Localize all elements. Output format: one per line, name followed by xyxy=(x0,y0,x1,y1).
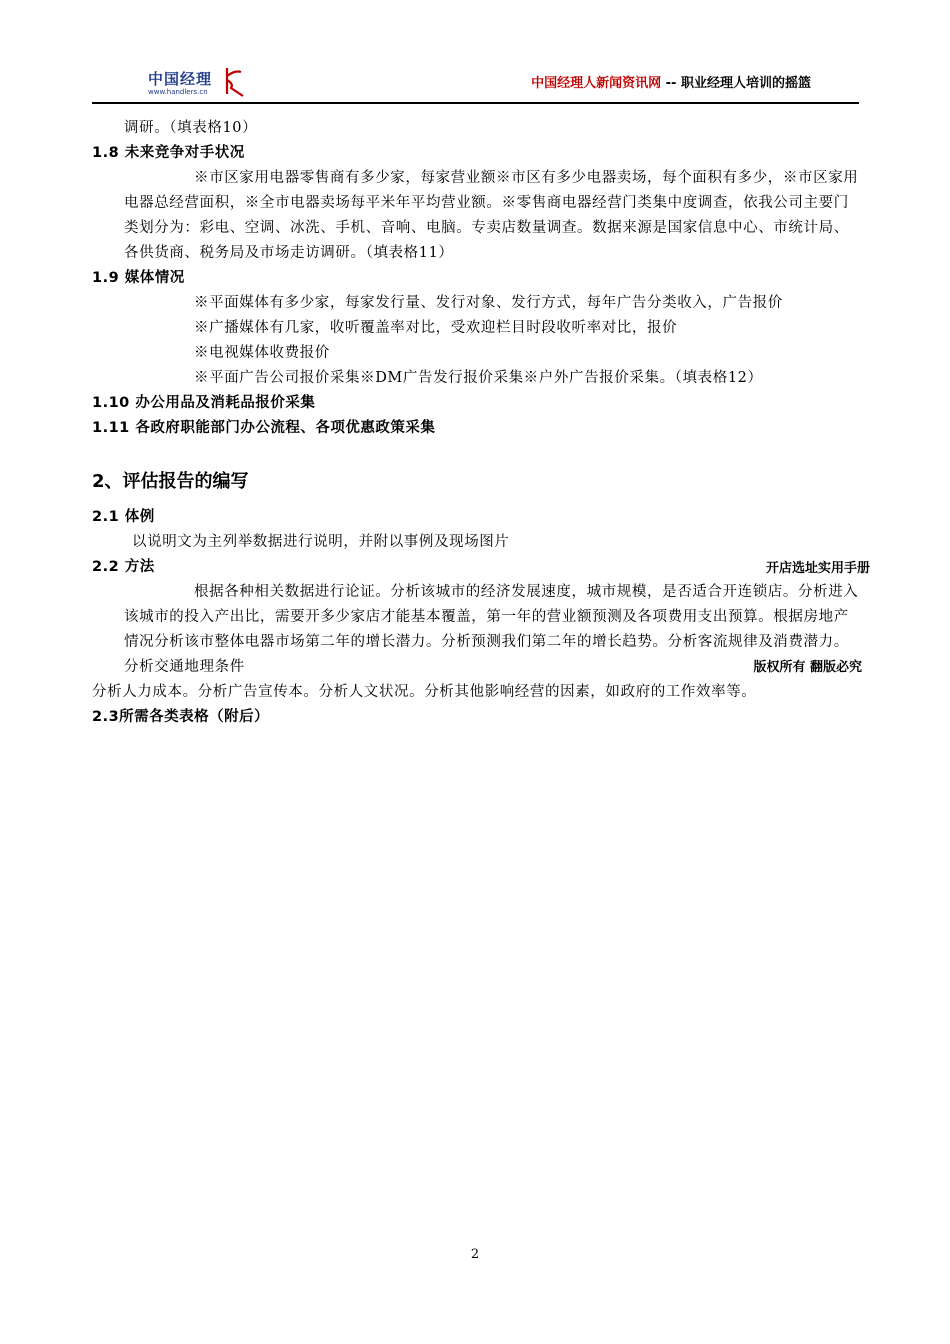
section-heading-2-2: 2.2 方法 xyxy=(92,559,155,575)
section-heading-1-9: 1.9 媒体情况 xyxy=(92,270,185,286)
paragraph: ※市区家用电器零售商有多少家，每家营业额※市区有多少电器卖场，每个面积有多少，※市区家用电器总经营面积，※全市电器卖场每平米年平均营业额。※零售商电器经营门类集中度调查，依我公司主要门类划分为：彩电、空调、冰洗、手机、音响、电脑。专卖店数量调查。数据来源是国家信息中心、市统计局、各供货商、税务局及市场走访调研。（填表格11） xyxy=(124,170,859,261)
paragraph: 调研。（填表格10） xyxy=(124,120,258,136)
section-heading-1-11: 1.11 各政府职能部门办公流程、各项优惠政策采集 xyxy=(92,420,436,436)
logo xyxy=(148,66,248,100)
side-note-copyright: 版权所有 翻版必究 xyxy=(753,660,862,675)
paragraph: 以说明文为主列举数据进行说明，并附以事例及现场图片 xyxy=(132,534,510,550)
paragraph: ※电视媒体收费报价 xyxy=(194,345,330,361)
paragraph: ※平面广告公司报价采集※DM广告发行报价采集※户外广告报价采集。（填表格12） xyxy=(194,370,763,386)
chapter-heading-2: 2、评估报告的编写 xyxy=(92,471,249,492)
section-heading-2-3: 2.3所需各类表格（附后） xyxy=(92,709,270,725)
title-separator: -- xyxy=(661,76,681,91)
site-title xyxy=(531,72,811,91)
section-heading-1-8: 1.8 未来竞争对手状况 xyxy=(92,145,245,161)
side-note-manual: 开店选址实用手册 xyxy=(765,561,870,576)
page-number: 2 xyxy=(470,1247,480,1262)
paragraph: 分析人力成本。分析广告宣传本。分析人文状况。分析其他影响经营的因素，如政府的工作效率等。 xyxy=(92,684,757,700)
logo-mark-icon xyxy=(221,66,245,98)
logo-text: 中国经理 xyxy=(148,70,213,88)
section-heading-1-10: 1.10 办公用品及消耗品报价采集 xyxy=(92,395,316,411)
site-slogan: 职业经理人培训的摇篮 xyxy=(680,76,811,91)
document-body xyxy=(92,116,870,730)
logo-url: www.handlers.cn xyxy=(148,88,208,96)
section-heading-2-1: 2.1 体例 xyxy=(92,509,155,525)
site-name: 中国经理人新闻资讯网 xyxy=(531,76,662,91)
header-rule xyxy=(92,102,859,104)
paragraph: ※广播媒体有几家，收听覆盖率对比，受欢迎栏目时段收听率对比，报价 xyxy=(194,320,678,336)
paragraph: ※平面媒体有多少家，每家发行量、发行对象、发行方式，每年广告分类收入，广告报价 xyxy=(194,295,783,311)
page-header xyxy=(92,60,859,104)
paragraph: 根据各种相关数据进行论证。分析该城市的经济发展速度，城市规模，是否适合开连锁店。分析进入该城市的投入产出比，需要开多少家店才能基本覆盖，第一年的营业额预测及各项费用支出预算。根据房地产情况分析该市整体电器市场第二年的增长潜力。分析预测我们第二年的增长趋势。分析客流规律及消费潜力。分析交通地理条件 xyxy=(124,584,859,675)
